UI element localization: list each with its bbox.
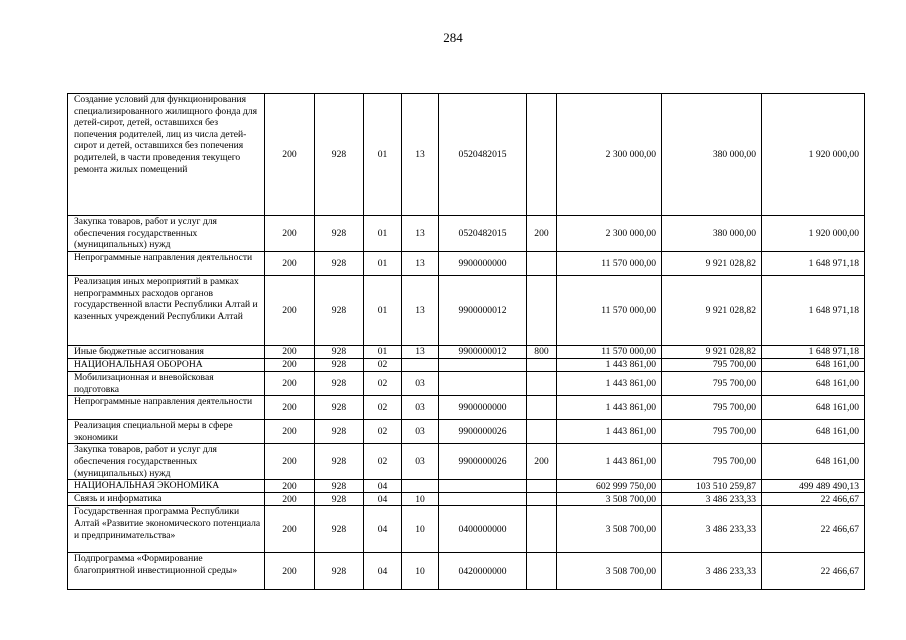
row-sum-2: 795 700,00	[662, 396, 762, 420]
row-sum-1: 1 443 861,00	[557, 359, 662, 372]
row-sum-2: 3 486 233,33	[662, 506, 762, 553]
row-sum-2: 795 700,00	[662, 420, 762, 444]
row-sum-3: 22 466,67	[762, 506, 865, 553]
row-code: 200	[265, 359, 315, 372]
row-target-article	[439, 493, 527, 506]
row-subsection: 13	[402, 216, 439, 252]
row-grbs: 928	[315, 420, 364, 444]
row-code: 200	[265, 94, 315, 216]
row-name: Реализация иных мероприятий в рамках непрограммных расходов органов государственной власти Республики Алтай и казенных учреждений Республики Алтай	[68, 276, 265, 346]
row-name: НАЦИОНАЛЬНАЯ ЭКОНОМИКА	[68, 480, 265, 493]
row-code: 200	[265, 372, 315, 396]
table-row	[68, 252, 865, 276]
row-subsection: 10	[402, 493, 439, 506]
row-subsection: 10	[402, 506, 439, 553]
row-expense-type	[527, 372, 557, 396]
row-section: 02	[364, 372, 402, 396]
row-target-article: 9900000000	[439, 252, 527, 276]
row-expense-type	[527, 276, 557, 346]
row-expense-type	[527, 396, 557, 420]
table-row	[68, 420, 865, 444]
row-section: 01	[364, 94, 402, 216]
table-row	[68, 94, 865, 216]
row-sum-2: 380 000,00	[662, 94, 762, 216]
row-sum-1: 2 300 000,00	[557, 94, 662, 216]
row-code: 200	[265, 506, 315, 553]
row-target-article: 9900000012	[439, 346, 527, 359]
row-sum-3: 648 161,00	[762, 372, 865, 396]
row-target-article: 9900000000	[439, 396, 527, 420]
row-target-article: 0520482015	[439, 216, 527, 252]
row-section: 02	[364, 420, 402, 444]
row-name: Связь и информатика	[68, 493, 265, 506]
row-sum-2: 795 700,00	[662, 359, 762, 372]
row-grbs: 928	[315, 216, 364, 252]
row-sum-2: 3 486 233,33	[662, 553, 762, 590]
row-name: НАЦИОНАЛЬНАЯ ОБОРОНА	[68, 359, 265, 372]
table-row	[68, 506, 865, 553]
row-grbs: 928	[315, 372, 364, 396]
row-sum-3: 499 489 490,13	[762, 480, 865, 493]
row-target-article: 0420000000	[439, 553, 527, 590]
row-code: 200	[265, 444, 315, 480]
row-section: 04	[364, 506, 402, 553]
row-section: 01	[364, 216, 402, 252]
row-sum-1: 1 443 861,00	[557, 396, 662, 420]
row-target-article: 9900000012	[439, 276, 527, 346]
row-code: 200	[265, 480, 315, 493]
row-sum-2: 795 700,00	[662, 444, 762, 480]
row-sum-1: 3 508 700,00	[557, 506, 662, 553]
row-section: 02	[364, 359, 402, 372]
row-code: 200	[265, 216, 315, 252]
row-subsection: 13	[402, 94, 439, 216]
row-section: 02	[364, 396, 402, 420]
row-sum-2: 9 921 028,82	[662, 346, 762, 359]
row-grbs: 928	[315, 553, 364, 590]
row-expense-type	[527, 493, 557, 506]
row-sum-1: 2 300 000,00	[557, 216, 662, 252]
row-grbs: 928	[315, 252, 364, 276]
row-code: 200	[265, 420, 315, 444]
row-expense-type: 200	[527, 444, 557, 480]
row-grbs: 928	[315, 359, 364, 372]
row-sum-3: 648 161,00	[762, 396, 865, 420]
row-sum-2: 103 510 259,87	[662, 480, 762, 493]
row-subsection: 13	[402, 346, 439, 359]
row-code: 200	[265, 553, 315, 590]
row-expense-type	[527, 480, 557, 493]
row-sum-3: 648 161,00	[762, 420, 865, 444]
row-sum-3: 648 161,00	[762, 359, 865, 372]
table-row	[68, 372, 865, 396]
row-subsection	[402, 359, 439, 372]
page-number: 284	[443, 30, 463, 45]
row-name: Непрограммные направления деятельности	[68, 252, 265, 276]
table-row	[68, 359, 865, 372]
row-expense-type	[527, 252, 557, 276]
row-sum-2: 3 486 233,33	[662, 493, 762, 506]
row-code: 200	[265, 396, 315, 420]
row-code: 200	[265, 346, 315, 359]
row-grbs: 928	[315, 396, 364, 420]
row-grbs: 928	[315, 493, 364, 506]
row-sum-2: 380 000,00	[662, 216, 762, 252]
row-section: 01	[364, 252, 402, 276]
row-subsection: 13	[402, 252, 439, 276]
row-target-article: 9900000026	[439, 420, 527, 444]
row-expense-type	[527, 359, 557, 372]
row-expense-type	[527, 94, 557, 216]
row-subsection: 03	[402, 420, 439, 444]
row-sum-1: 602 999 750,00	[557, 480, 662, 493]
row-name: Закупка товаров, работ и услуг для обеспечения государственных (муниципальных) нужд	[68, 444, 265, 480]
row-name: Подпрограмма «Формирование благоприятной инвестиционной среды»	[68, 553, 265, 590]
row-section: 01	[364, 346, 402, 359]
table-row	[68, 276, 865, 346]
row-sum-1: 11 570 000,00	[557, 276, 662, 346]
row-sum-3: 1 648 971,18	[762, 252, 865, 276]
row-name: Мобилизационная и вневойсковая подготовка	[68, 372, 265, 396]
row-section: 02	[364, 444, 402, 480]
row-expense-type	[527, 420, 557, 444]
row-section: 04	[364, 493, 402, 506]
row-expense-type: 800	[527, 346, 557, 359]
row-code: 200	[265, 252, 315, 276]
row-grbs: 928	[315, 506, 364, 553]
row-name: Закупка товаров, работ и услуг для обеспечения государственных (муниципальных) нужд	[68, 216, 265, 252]
table-row	[68, 444, 865, 480]
row-sum-3: 22 466,67	[762, 553, 865, 590]
row-sum-1: 11 570 000,00	[557, 346, 662, 359]
row-subsection: 03	[402, 396, 439, 420]
row-sum-3: 1 648 971,18	[762, 346, 865, 359]
row-subsection: 03	[402, 444, 439, 480]
row-sum-1: 11 570 000,00	[557, 252, 662, 276]
row-target-article: 0400000000	[439, 506, 527, 553]
row-grbs: 928	[315, 444, 364, 480]
row-expense-type: 200	[527, 216, 557, 252]
row-sum-1: 3 508 700,00	[557, 553, 662, 590]
table-row	[68, 480, 865, 493]
table-row	[68, 346, 865, 359]
budget-table	[67, 93, 865, 590]
table-row	[68, 553, 865, 590]
row-name: Создание условий для функционирования специализированного жилищного фонда для детей-сирот, детей, оставшихся без попечения родителей, лиц из числа детей-сирот и детей, оставшихся без попечения родителей, в части проведения текущего ремонта жилых помещений	[68, 94, 265, 216]
table-row	[68, 216, 865, 252]
row-sum-2: 795 700,00	[662, 372, 762, 396]
row-grbs: 928	[315, 346, 364, 359]
row-target-article: 9900000026	[439, 444, 527, 480]
row-section: 01	[364, 276, 402, 346]
row-expense-type	[527, 506, 557, 553]
row-target-article: 0520482015	[439, 94, 527, 216]
table-row	[68, 493, 865, 506]
row-sum-2: 9 921 028,82	[662, 276, 762, 346]
row-sum-3: 22 466,67	[762, 493, 865, 506]
row-name: Реализация специальной меры в сфере экономики	[68, 420, 265, 444]
row-target-article	[439, 359, 527, 372]
row-sum-1: 1 443 861,00	[557, 444, 662, 480]
row-expense-type	[527, 553, 557, 590]
row-grbs: 928	[315, 480, 364, 493]
table-row	[68, 396, 865, 420]
row-sum-3: 1 920 000,00	[762, 94, 865, 216]
row-subsection: 03	[402, 372, 439, 396]
row-target-article	[439, 480, 527, 493]
row-sum-3: 648 161,00	[762, 444, 865, 480]
row-subsection: 10	[402, 553, 439, 590]
row-grbs: 928	[315, 276, 364, 346]
row-sum-1: 3 508 700,00	[557, 493, 662, 506]
row-subsection: 13	[402, 276, 439, 346]
row-sum-3: 1 920 000,00	[762, 216, 865, 252]
row-sum-2: 9 921 028,82	[662, 252, 762, 276]
row-section: 04	[364, 480, 402, 493]
row-grbs: 928	[315, 94, 364, 216]
row-sum-1: 1 443 861,00	[557, 420, 662, 444]
row-sum-1: 1 443 861,00	[557, 372, 662, 396]
row-sum-3: 1 648 971,18	[762, 276, 865, 346]
row-name: Государственная программа Республики Алтай «Развитие экономического потенциала и предпринимательства»	[68, 506, 265, 553]
row-target-article	[439, 372, 527, 396]
row-code: 200	[265, 276, 315, 346]
row-section: 04	[364, 553, 402, 590]
row-subsection	[402, 480, 439, 493]
row-name: Иные бюджетные ассигнования	[68, 346, 265, 359]
row-name: Непрограммные направления деятельности	[68, 396, 265, 420]
row-code: 200	[265, 493, 315, 506]
